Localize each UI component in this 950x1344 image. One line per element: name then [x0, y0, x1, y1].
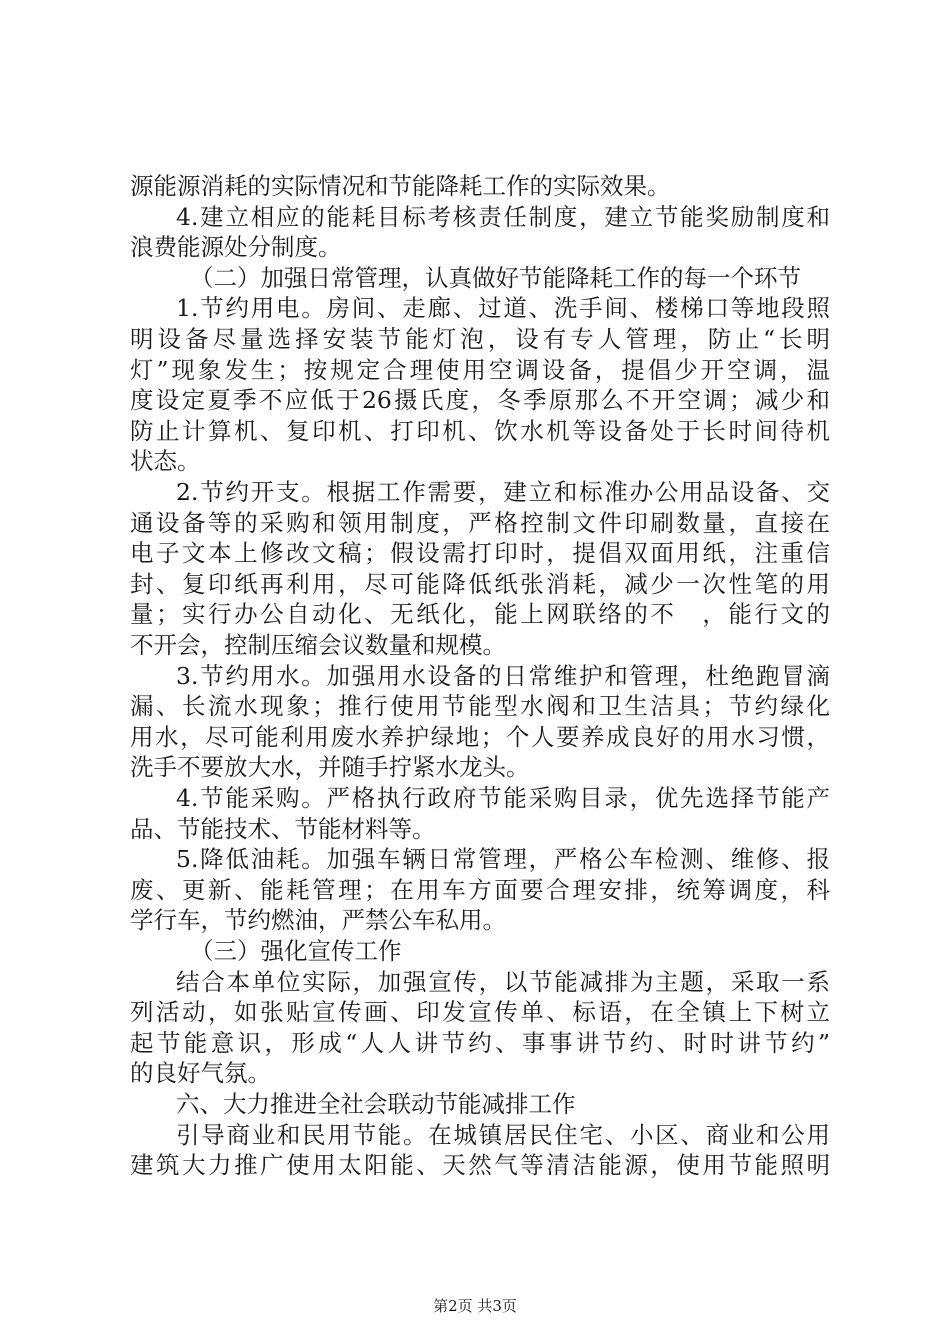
paragraph-line: 通设备等的采购和领用制度，严格控制文件印刷数量，直接在 — [130, 508, 830, 537]
paragraph-line: 用水，尽可能利用废水养护绿地；个人要养成良好的用水习惯， — [130, 722, 830, 751]
paragraph-line: 量；实行办公自动化、无纸化，能上网联络的不 ，能行文的 — [130, 600, 830, 629]
section-heading: （二）加强日常管理，认真做好节能降耗工作的每一个环节 — [190, 263, 801, 292]
paragraph-line: 1.节约用电。房间、走廊、过道、洗手间、楼梯口等地段照 — [176, 294, 830, 323]
paragraph-line: 灯”现象发生；按规定合理使用空调设备，提倡少开空调，温 — [130, 355, 830, 384]
paragraph-line: 防止计算机、复印机、打印机、饮水机等设备处于长时间待机 — [130, 416, 830, 445]
paragraph-line: 废、更新、能耗管理；在用车方面要合理安排，统筹调度，科 — [130, 875, 830, 904]
paragraph-line: 源能源消耗的实际情况和节能降耗工作的实际效果。 — [130, 172, 671, 200]
paragraph-line: 结合本单位实际，加强宣传，以节能减排为主题，采取一系 — [176, 967, 830, 996]
paragraph-line: 起节能意识，形成“人人讲节约、事事讲节约、时时讲节约” — [130, 1028, 830, 1057]
paragraph-line: 漏、长流水现象；推行使用节能型水阀和卫生洁具；节约绿化 — [130, 692, 830, 721]
page-footer: 第2页 共3页 — [433, 1297, 517, 1315]
paragraph-line: 品、节能技术、节能材料等。 — [130, 814, 436, 843]
paragraph-line: 学行车，节约燃油，严禁公车私用。 — [130, 906, 506, 935]
paragraph-line: 引导商业和民用节能。在城镇居民住宅、小区、商业和公用 — [176, 1120, 830, 1149]
paragraph-line: 度设定夏季不应低于26摄氏度，冬季原那么不开空调；减少和 — [130, 386, 830, 415]
paragraph-line: 明设备尽量选择安装节能灯泡，设有专人管理，防止“长明 — [130, 325, 830, 353]
section-heading: （三）强化宣传工作 — [190, 937, 402, 965]
paragraph-line: 4.节能采购。严格执行政府节能采购目录，优先选择节能产 — [176, 784, 830, 812]
paragraph-line: 建筑大力推广使用太阳能、天然气等清洁能源，使用节能照明 — [130, 1151, 830, 1180]
paragraph-line: 2.节约开支。根据工作需要，建立和标准办公用品设备、交 — [176, 478, 830, 506]
paragraph-line: 不开会，控制压缩会议数量和规模。 — [130, 631, 506, 659]
paragraph-line: 4.建立相应的能耗目标考核责任制度，建立节能奖励制度和 — [176, 202, 830, 231]
paragraph-line: 的良好气氛。 — [130, 1059, 271, 1088]
paragraph-line: 洗手不要放大水，并随手拧紧水龙头。 — [130, 753, 530, 782]
paragraph-line: 状态。 — [130, 447, 201, 476]
paragraph-line: 3.节约用水。加强用水设备的日常维护和管理，杜绝跑冒滴 — [176, 661, 830, 690]
paragraph-line: 浪费能源处分制度。 — [130, 233, 342, 262]
section-heading: 六、大力推进全社会联动节能减排工作 — [176, 1090, 576, 1118]
paragraph-line: 封、复印纸再利用，尽可能降低纸张消耗，减少一次性笔的用 — [130, 569, 830, 598]
paragraph-line: 5.降低油耗。加强车辆日常管理，严格公车检测、维修、报 — [176, 845, 830, 874]
paragraph-line: 列活动，如张贴宣传画、印发宣传单、标语，在全镇上下树立 — [130, 998, 830, 1027]
paragraph-line: 电子文本上修改文稿；假设需打印时，提倡双面用纸，注重信 — [130, 539, 830, 568]
